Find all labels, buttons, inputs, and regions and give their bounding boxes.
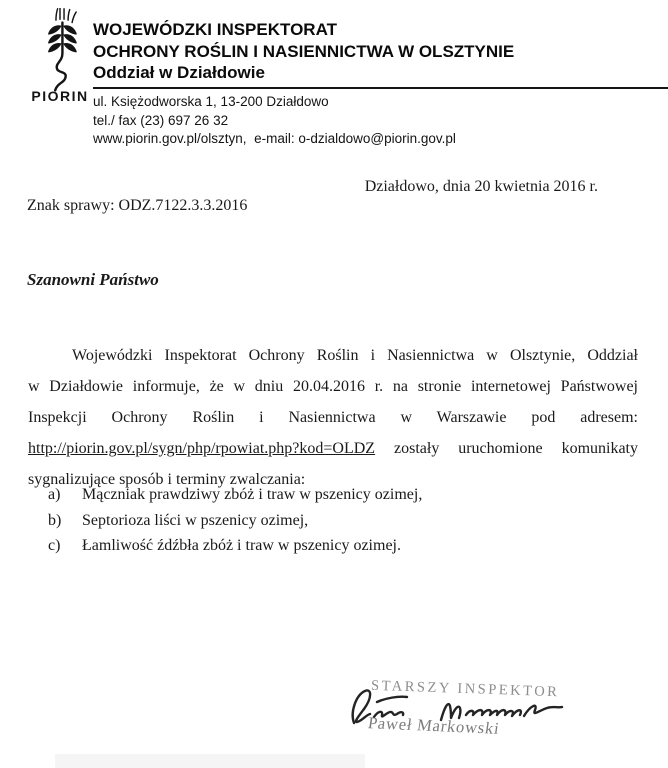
announcement-url: http://piorin.gov.pl/sygn/php/rpowiat.php?kod=OLDZ: [28, 440, 376, 457]
body-line-3: Inspekcji Ochrony Roślin i Nasiennictwa w Warszawie pod adresem:: [28, 409, 638, 426]
stamp-signer-name: Paweł Markowski: [366, 713, 502, 738]
list-item: [48, 537, 422, 555]
piorin-logo: [26, 8, 94, 104]
case-number: Znak sprawy: ODZ.7122.3.3.2016: [27, 197, 248, 214]
body-line-1: Wojewódzki Inspektorat Ochrony Roślin i Nasiennictwa w Olsztynie, Oddział: [72, 347, 638, 364]
list-item-text: Mączniak prawdziwy zbóż i traw w pszenicy ozimej,: [82, 486, 423, 503]
contact-block: [93, 93, 456, 149]
stamp-job-title: STARSZY INSPEKTOR: [370, 677, 560, 701]
body-line-4: [28, 433, 638, 464]
salutation: Szanowni Państwo: [27, 270, 159, 289]
list-marker: c): [48, 537, 61, 554]
list-item: [48, 512, 422, 530]
org-line-1: WOJEWÓDZKI INSPEKTORAT: [93, 20, 337, 39]
list-item: [48, 486, 422, 504]
header-divider: [93, 87, 668, 89]
body-paragraph: [28, 340, 638, 495]
org-line-3: Oddział w Działdowie: [93, 63, 265, 82]
list-item-text: Septorioza liści w pszenicy ozimej,: [82, 511, 309, 529]
body-line-5: sygnalizujące sposób i terminy zwalczania:: [28, 471, 306, 488]
address-line: ul. Księżodworska 1, 13-200 Działdowo: [93, 94, 329, 109]
wheat-ear-icon: [34, 8, 86, 92]
scan-shadow-artifact: [55, 754, 365, 768]
body-line-4-rest: zostały uruchomione komunikaty: [394, 440, 639, 457]
date-line: Działdowo, dnia 20 kwietnia 2016 r.: [364, 178, 598, 195]
list-item-text: Łamliwość źdźbła zbóż i traw w pszenicy ozimej.: [82, 537, 401, 554]
list-marker: a): [48, 486, 61, 503]
web-email-line: www.piorin.gov.pl/olsztyn, e-mail: o-dzialdowo@piorin.gov.pl: [93, 131, 456, 146]
list-marker: b): [48, 511, 62, 529]
phone-line: tel./ fax (23) 697 26 32: [93, 112, 229, 128]
organization-name: [93, 19, 514, 84]
logo-text: PIORIN: [31, 88, 89, 104]
org-line-2: OCHRONY ROŚLIN I NASIENNICTWA W OLSZTYNIE: [93, 41, 515, 61]
threat-list: [48, 486, 422, 563]
body-line-2: w Działdowie informuje, że w dniu 20.04.2016 r. na stronie internetowej Państwowej: [28, 378, 638, 395]
